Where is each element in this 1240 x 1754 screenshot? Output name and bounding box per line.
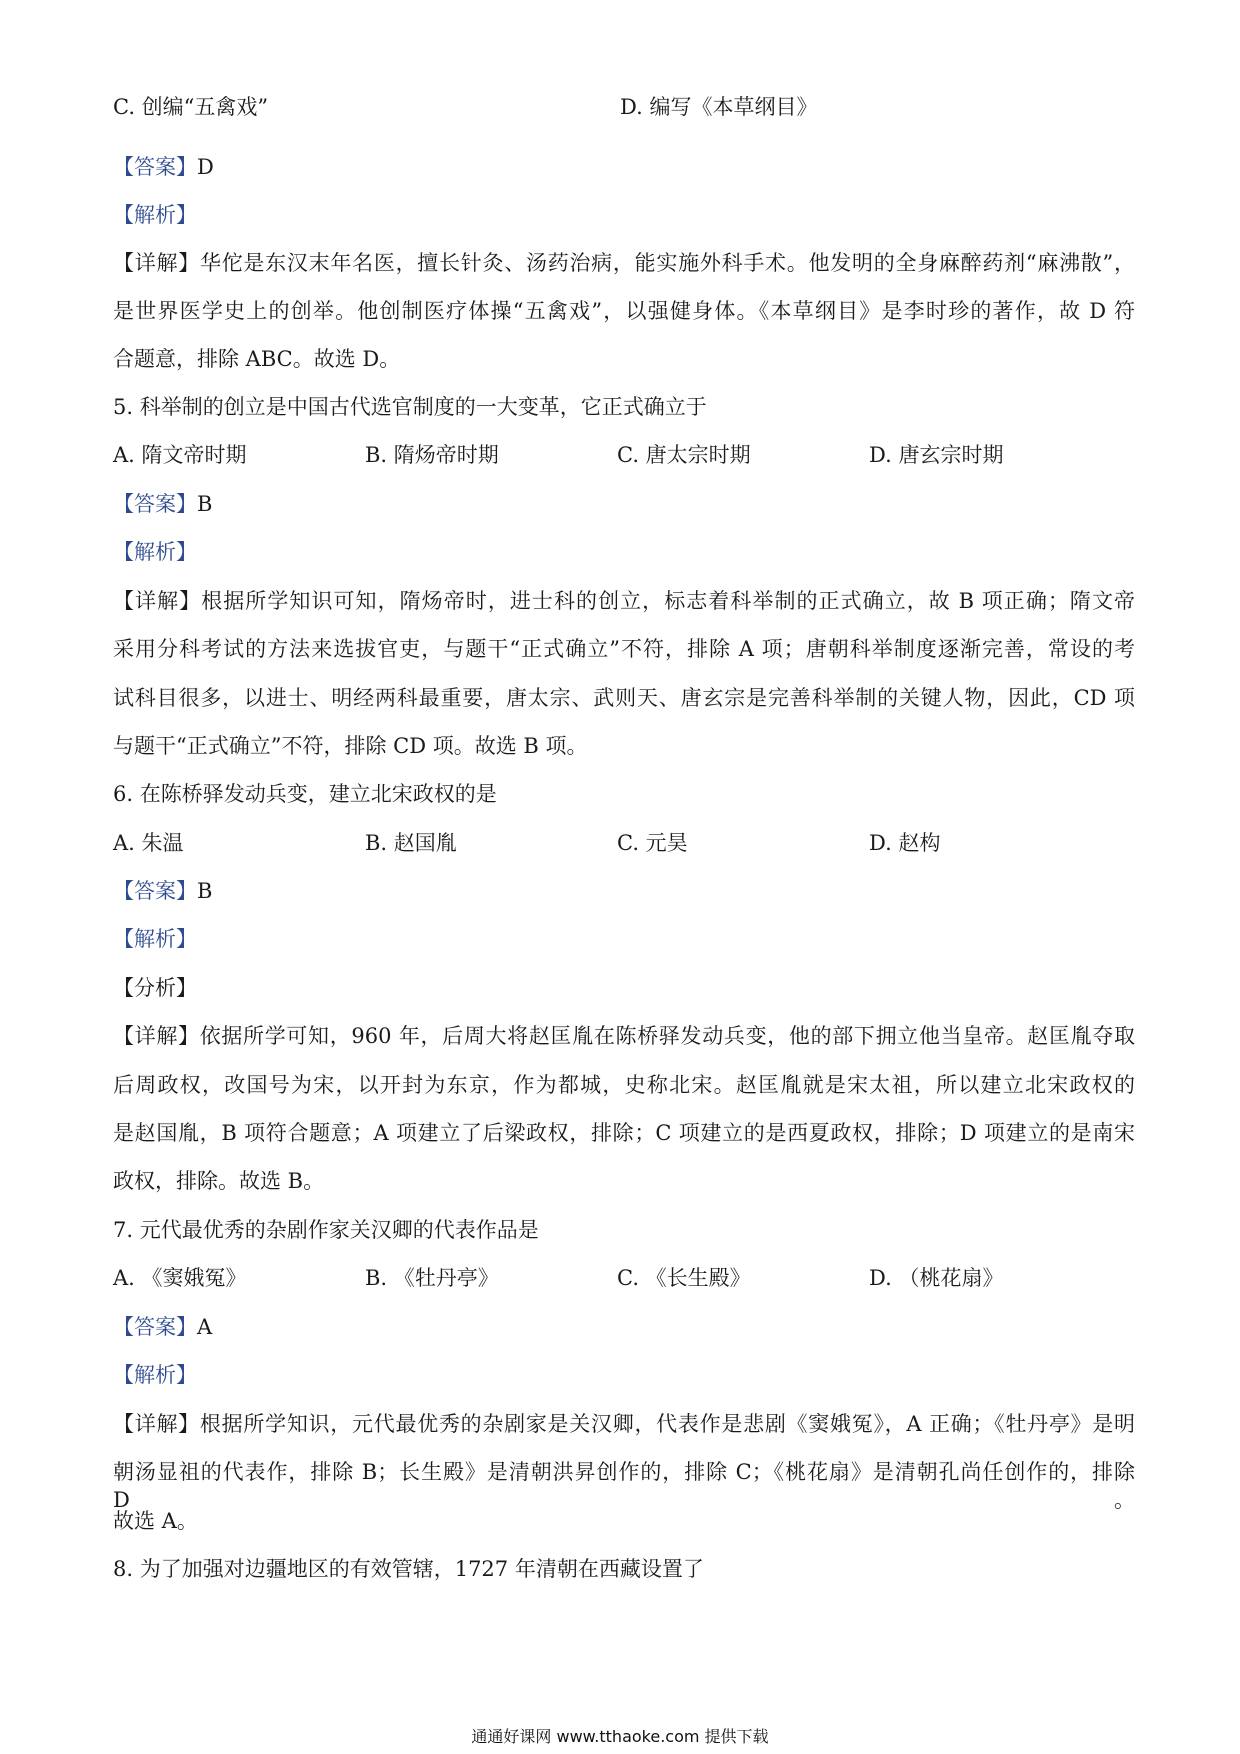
q5-option-c: C. 唐太宗时期 xyxy=(617,443,751,467)
q8-question: 8. 为了加强对边疆地区的有效管辖，1727 年清朝在西藏设置了 xyxy=(113,1557,704,1581)
q4-detail-line-2: 是世界医学史上的创举。他创制医疗体操“五禽戏”，以强健身体。《本草纲目》是李时珍的著作，故 D 符 xyxy=(113,299,1135,323)
page-footer: 通通好课网 www.tthaoke.com 提供下载 xyxy=(471,1727,769,1746)
q5-option-a: A. 隋文帝时期 xyxy=(113,443,247,467)
q5-option-d: D. 唐玄宗时期 xyxy=(869,443,1004,467)
q6-option-b: B. 赵国胤 xyxy=(365,831,457,855)
q4-answer-line xyxy=(113,153,1135,181)
q5-answer-line xyxy=(113,490,1135,518)
q7-question: 7. 元代最优秀的杂剧作家关汉卿的代表作品是 xyxy=(113,1218,539,1242)
detail-text: 根据所学知识，元代最优秀的杂剧家是关汉卿，代表作是悲剧《窦娥冤》，A 正确；《牡丹亭》是明 xyxy=(199,1412,1136,1436)
q4-option-c: C. 创编“五禽戏” xyxy=(113,95,269,119)
answer-tag: 【答案】 xyxy=(113,1315,197,1339)
q4-option-d: D. 编写《本草纲目》 xyxy=(620,95,818,119)
q6-detail-line-2: 后周政权，改国号为宋，以开封为东京，作为都城，史称北宋。赵匡胤就是宋太祖，所以建立北宋政权的 xyxy=(113,1073,1135,1097)
q7-option-b: B. 《牡丹亭》 xyxy=(365,1266,499,1290)
q5-analysis-tag xyxy=(113,538,1135,566)
detail-text: 华佗是东汉末年名医，擅长针灸、汤药治病，能实施外科手术。他发明的全身麻醉药剂“麻沸散”， xyxy=(199,251,1136,275)
q5-detail-line-1 xyxy=(113,587,1135,615)
q6-detail-line-3: 是赵国胤，B 项符合题意；A 项建立了后梁政权，排除；C 项建立的是西夏政权，排除；D 项建立的是南宋 xyxy=(113,1121,1135,1145)
detail-tag: 【详解】 xyxy=(113,1024,200,1048)
q6-option-a: A. 朱温 xyxy=(113,831,184,855)
answer-value: A xyxy=(197,1315,213,1339)
analysis-tag: 【解析】 xyxy=(113,203,197,227)
q5-detail-line-4: 与题干“正式确立”不符，排除 CD 项。故选 B 项。 xyxy=(113,734,588,758)
q5-detail-line-3: 试科目很多，以进士、明经两科最重要，唐太宗、武则天、唐玄宗是完善科举制的关键人物，因此，CD 项 xyxy=(113,686,1135,710)
q7-option-d: D. （桃花扇》 xyxy=(869,1266,1004,1290)
q6-detail-line-1 xyxy=(113,1022,1135,1050)
q5-option-b: B. 隋炀帝时期 xyxy=(365,443,499,467)
analysis-tag: 【解析】 xyxy=(113,1363,197,1387)
q6-question: 6. 在陈桥驿发动兵变，建立北宋政权的是 xyxy=(113,782,497,806)
analysis-tag: 【解析】 xyxy=(113,927,197,951)
answer-tag: 【答案】 xyxy=(113,879,197,903)
q7-answer-line xyxy=(113,1313,1135,1341)
q6-option-c: C. 元昊 xyxy=(617,831,688,855)
q7-detail-line-1 xyxy=(113,1410,1135,1438)
q4-detail-line-1 xyxy=(113,249,1135,277)
q5-question: 5. 科举制的创立是中国古代选官制度的一大变革，它正式确立于 xyxy=(113,395,707,419)
q6-option-d: D. 赵构 xyxy=(869,831,941,855)
q6-fenxi-tag: 【分析】 xyxy=(113,976,197,1000)
detail-tag: 【详解】 xyxy=(113,251,200,275)
q6-detail-line-4: 政权，排除。故选 B。 xyxy=(113,1169,325,1193)
q4-detail-line-3: 合题意，排除 ABC。故选 D。 xyxy=(113,347,401,371)
answer-tag: 【答案】 xyxy=(113,492,197,516)
q7-analysis-tag xyxy=(113,1361,1135,1389)
detail-tag: 【详解】 xyxy=(113,1412,200,1436)
q7-option-c: C. 《长生殿》 xyxy=(617,1266,751,1290)
q7-option-a: A. 《窦娥冤》 xyxy=(113,1266,247,1290)
q4-analysis-tag xyxy=(113,201,1135,229)
analysis-tag: 【解析】 xyxy=(113,540,197,564)
q7-detail-line-3: 故选 A。 xyxy=(113,1509,198,1533)
q7-detail-line-2: 朝汤显祖的代表作，排除 B；长生殿》是清朝洪昇创作的，排除 C；《桃花扇》是清朝孔尚任创作的，排除 D。 xyxy=(113,1460,1135,1512)
answer-value: D xyxy=(197,155,214,179)
answer-tag: 【答案】 xyxy=(113,155,197,179)
detail-text: 依据所学可知，960 年，后周大将赵匡胤在陈桥驿发动兵变，他的部下拥立他当皇帝。赵匡胤夺取 xyxy=(199,1024,1135,1048)
detail-tag: 【详解】 xyxy=(113,589,202,613)
q6-answer-line xyxy=(113,877,1135,905)
q6-analysis-tag xyxy=(113,925,1135,953)
answer-value: B xyxy=(197,879,213,903)
detail-text: 根据所学知识可知，隋炀帝时，进士科的创立，标志着科举制的正式确立，故 B 项正确；隋文帝 xyxy=(201,589,1136,613)
q5-detail-line-2: 采用分科考试的方法来选拔官吏，与题干“正式确立”不符，排除 A 项；唐朝科举制度逐渐完善，常设的考 xyxy=(113,637,1135,661)
answer-value: B xyxy=(197,492,213,516)
